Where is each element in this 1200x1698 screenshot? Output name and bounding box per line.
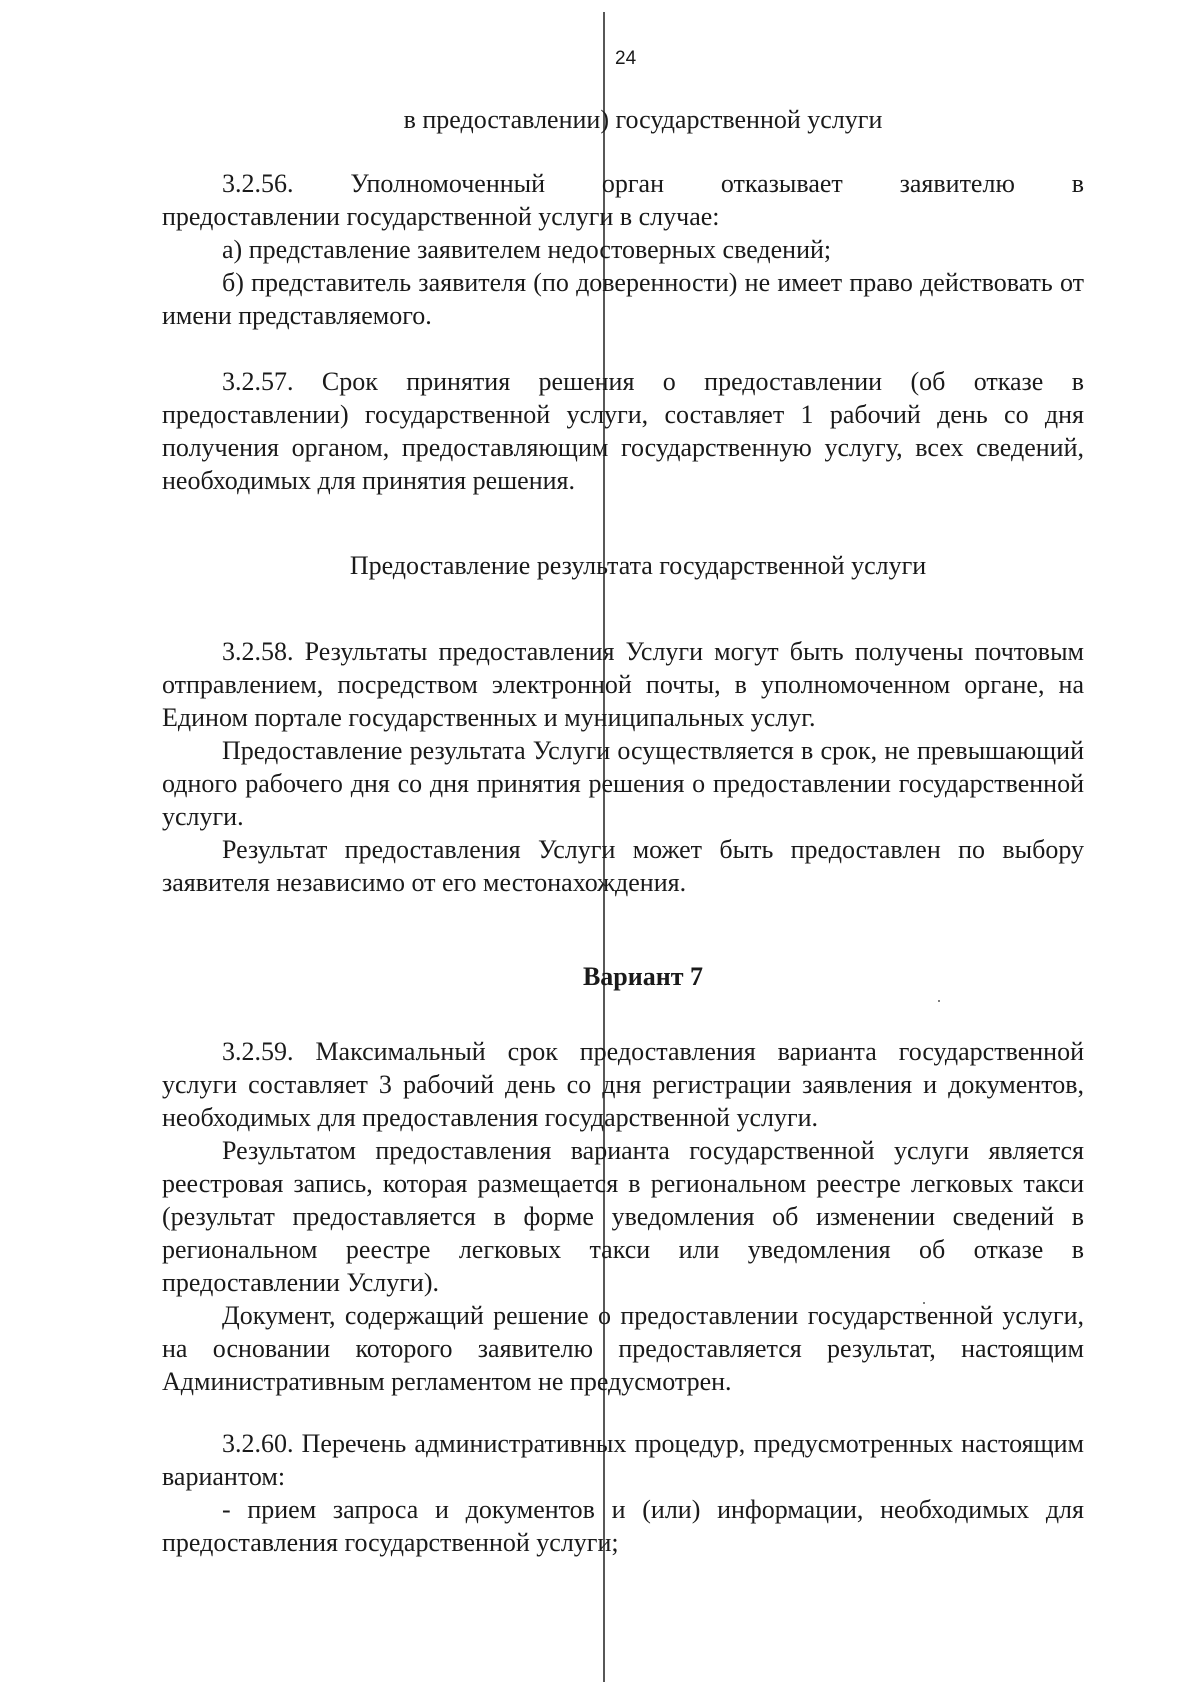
p-3256-item-a: а) представление заявителем недостоверных сведений;: [222, 235, 832, 264]
paragraph-3-2-58: [162, 635, 1084, 899]
heading-result: Предоставление результата государственной услуги: [349, 551, 927, 580]
p-registry: Результатом предоставления варианта государственной услуги является реестровая запись, которая размещается в региональном реестре легковых такси (результат предоставляется в форме уведомления об изменении сведений в региональном реестре легковых такси или уведомления об отказе в предоставлении Услуги).: [162, 1136, 1084, 1297]
paragraph-3-2-56: [162, 167, 1084, 332]
p-3256-line1: 3.2.56. Уполномоченный орган отказывает заявителю в: [222, 169, 1084, 198]
p-3260: 3.2.60. Перечень административных процедур, предусмотренных настоящим вариантом:: [162, 1429, 1084, 1491]
heading-result-block: [162, 549, 1084, 582]
paragraph-3-2-57: [162, 365, 1084, 497]
p-3259: 3.2.59. Максимальный срок предоставления варианта государственной услуги составляет 3 рабочий день со дня регистрации заявления и документов, необходимых для предоставления государственной услуги.: [162, 1037, 1084, 1132]
p-result-term: Предоставление результата Услуги осуществляется в срок, не превышающий одного рабочего дня со дня принятия решения о предоставлении государственной услуги.: [162, 736, 1084, 831]
scan-speck: [938, 1000, 940, 1002]
p-3256-item-b: б) представитель заявителя (по доверенности) не имеет право действовать от имени представляемого.: [162, 268, 1084, 330]
p-result-choice: Результат предоставления Услуги может быть предоставлен по выбору заявителя независимо от его местонахождения.: [162, 835, 1084, 897]
heading-variant: Вариант 7: [582, 962, 704, 991]
p-procedure-1: - прием запроса и документов и (или) информации, необходимых для предоставления государственной услуги;: [162, 1495, 1084, 1557]
page-number: 24: [615, 48, 637, 69]
heading-variant-block: [162, 960, 1084, 993]
p-3257: 3.2.57. Срок принятия решения о предоставлении (об отказе в предоставлении) государственной услуги, составляет 1 рабочий день со дня получения органом, предоставляющим государственную услугу, всех сведений, необходимых для принятия решения.: [162, 367, 1084, 495]
intro-line-block: [162, 103, 1084, 136]
p-3256-line2: предоставлении государственной услуги в случае:: [162, 202, 720, 231]
p-3258: 3.2.58. Результаты предоставления Услуги могут быть получены почтовым отправлением, посредством электронной почты, в уполномоченном органе, на Едином портале государственных и муниципальных услуг.: [162, 637, 1084, 732]
paragraph-3-2-60: [162, 1427, 1084, 1559]
intro-line: в предоставлении) государственной услуги: [403, 105, 883, 134]
paragraph-3-2-59: [162, 1035, 1084, 1398]
p-document: Документ, содержащий решение о предоставлении государственной услуги, на основании которого заявителю предоставляется результат, настоящим Административным регламентом не предусмотрен.: [162, 1301, 1084, 1396]
